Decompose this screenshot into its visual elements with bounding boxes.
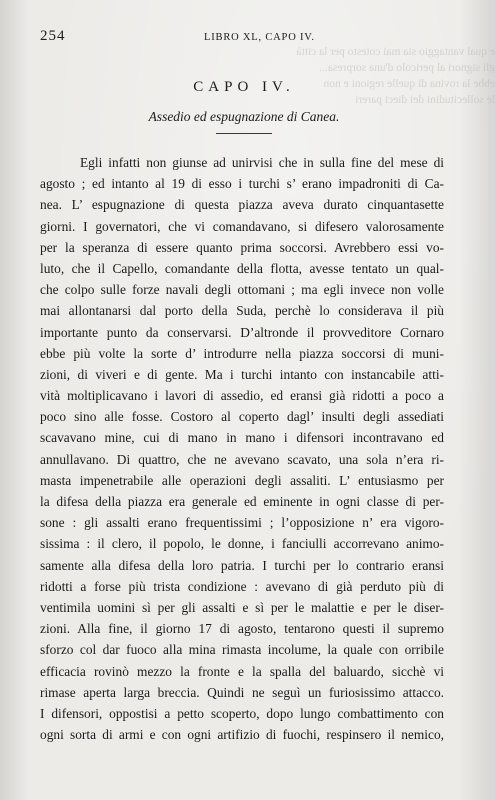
running-header (40, 30, 448, 46)
text-line: la difesa della piazza era generale ed eminente in ogni classe di per- (40, 494, 444, 509)
text-line: annullavano. Di quattro, che ne avevano scavato, una sola n’era ri- (40, 451, 444, 467)
text-line: mai allontanarsi dal porto della Suda, perchè lo considerava il più (40, 303, 444, 319)
text-line: ventimila uomini sì per gli assalti e sì per le malattie e per le diser- (40, 599, 444, 615)
body-text (40, 152, 444, 745)
running-title: LIBRO XL, CAPO IV. (204, 32, 315, 43)
text-line: sone : gli assalti erano frequentissimi ; l’opposizione n’ era vigoro- (40, 515, 444, 531)
bleed-through-text (296, 44, 495, 108)
text-line: che colpo sulle forze navali degli ottomani ; ma egli invece non volle (40, 282, 444, 298)
text-line: sforzo col dar fuoco alla mina rimasta incolume, la quale con orribile (40, 642, 444, 658)
text-line: nea. L’ espugnazione di questa piazza aveva durato cinquantasette (40, 197, 444, 213)
text-line: efficacia rovinò mezzo la fronte e la spalla del baluardo, sicchè vi (40, 663, 444, 679)
text-line: sissima : il clero, il popolo, le donne, i fanciulli accorrevano animo- (40, 536, 444, 552)
text-line: zioni, di viveri e di gente. Ma i turchi intanto con instancabile atti- (40, 366, 444, 382)
bleed-through-line: ebbe la rovina di quelle regioni e non (323, 78, 495, 90)
chapter-subtitle: Assedio ed espugnazione di Canea. (148, 109, 340, 124)
text-line: importante punto da conservarsi. D’altronde il provveditore Cornaro (40, 324, 444, 340)
text-line: zioni. Alla fine, il giorno 17 di agosto, tentarono questi il supremo (40, 621, 444, 637)
bleed-through-line: gli signori al pericolo d'una sorpresa... (319, 62, 495, 74)
text-line: giorni. I governatori, che vi comandavano, si difesero valorosamente (40, 218, 444, 234)
bleed-through-line: le sollecitudini dei dieci pareri (355, 94, 495, 106)
text-line: masta impenetrabile alle operazioni degli assaliti. L’ entusiasmo per (40, 472, 444, 488)
page-number: 254 (40, 28, 66, 44)
text-line: ogni sorta di armi e con ogni artifizio di fuochi, respinsero il nemico, (40, 727, 444, 743)
text-line: rimase aperta larga breccia. Quindi ne seguì un furiosissimo attacco. (40, 684, 444, 700)
text-line: luto, che il Capello, comandante della flotta, avesse tentato un qual- (40, 260, 444, 276)
text-line: scavavano mine, cui di mano in mano i difensori incontravano ed (40, 430, 444, 446)
text-line: samente alla difesa della loro patria. I turchi per lo contrario eransi (40, 557, 444, 573)
text-line: ebbe più volte la sorte d’ introdurre nella piazza soccorsi di muni- (40, 345, 444, 361)
text-line: agosto ; ed intanto al 19 di esso i turchi s’ erano impadroniti di Ca- (40, 176, 444, 192)
text-line: I difensori, oppostisi a petto scoperto, dopo lungo combattimento con (40, 705, 444, 721)
bleed-through-line: e qual vantaggio sia mai cotesto per la città (296, 46, 495, 58)
text-line: Egli infatti non giunse ad unirvisi che in sulla fine del mese di (80, 155, 444, 170)
text-line: ridotti a forse più trista condizione : avevano di già perduto più di (40, 578, 444, 594)
text-line: per la speranza di essere quanto prima soccorsi. Avrebbero essi vo- (40, 239, 444, 255)
text-line: vità moltiplicavano i lavori di assedio, ed eransi già ridotti a poco a (40, 388, 444, 404)
chapter-title: CAPO IV. (193, 79, 295, 95)
title-divider (216, 133, 272, 134)
text-line: poco sino alle fosse. Costoro al coperto dagl’ insulti degli assediati (40, 409, 444, 425)
